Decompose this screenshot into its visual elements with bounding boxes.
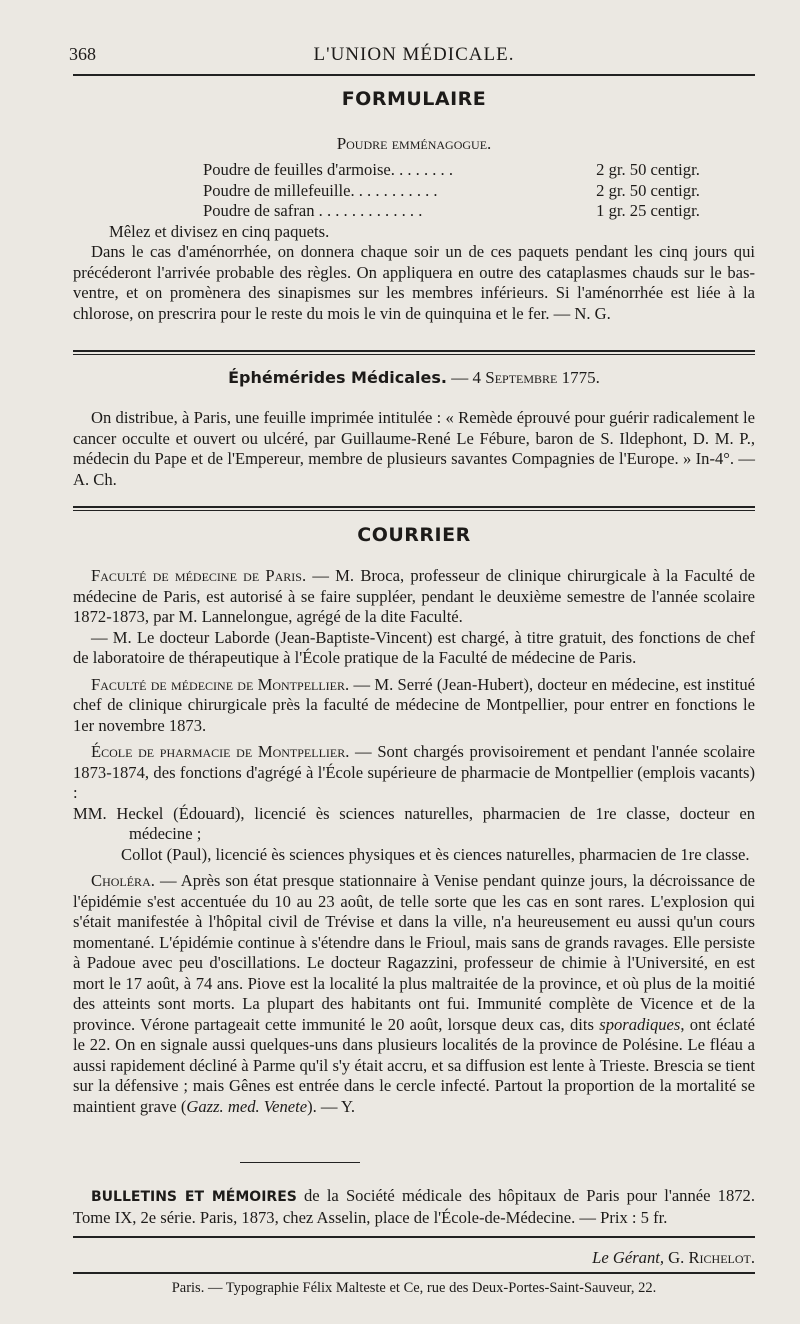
ingredient-name: Poudre de millefeuille. . . . . . . . . . . xyxy=(203,180,438,200)
ingredient-row xyxy=(73,160,755,181)
montpellier-heading: Faculté de médecine de Montpellier. xyxy=(91,674,350,694)
cholera-heading: Choléra. xyxy=(91,871,155,890)
section-rule xyxy=(73,506,755,508)
courrier-title: COURRIER xyxy=(357,524,471,546)
pharmacie-heading: École de pharmacie de Montpellier. xyxy=(91,742,350,761)
gerant-label: Le Gérant, xyxy=(592,1248,665,1267)
gerant-name: G. Richelot. xyxy=(664,1248,755,1267)
ephemerides-section xyxy=(73,368,755,490)
courrier-section xyxy=(73,524,755,1117)
bulletins-text: de la Société médicale des hôpitaux de Paris pour l'année 1872. Tome IX, 2e série. Paris, 1873, chez Asselin, place de l'École-de-Médecine. — Prix : 5 fr. xyxy=(73,1186,756,1227)
ingredient-qty: 2 gr. 50 centigr. xyxy=(596,160,700,179)
pharmacie-notice xyxy=(73,742,755,804)
formulaire-title: FORMULAIRE xyxy=(341,88,487,110)
short-rule xyxy=(240,1162,360,1163)
gerant-line xyxy=(73,1248,755,1268)
journal-title: L'UNION MÉDICALE. xyxy=(313,44,515,65)
imprint-rule xyxy=(73,1272,755,1274)
cholera-end: ). — Y. xyxy=(307,1096,356,1116)
section-rule xyxy=(73,350,755,352)
ephemerides-date: — 4 Septembre 1775. xyxy=(451,368,600,387)
ephemerides-heading xyxy=(73,368,755,388)
recipe-ingredients xyxy=(73,160,755,222)
cholera-notice xyxy=(73,871,755,1117)
paris-notice xyxy=(73,566,755,628)
formulaire-section xyxy=(73,88,755,324)
ingredient-name: Poudre de safran . . . . . . . . . . . . . xyxy=(203,201,423,220)
ingredient-row xyxy=(73,201,755,222)
section-rule xyxy=(73,354,755,355)
cholera-text-1: — Après son état presque stationnaire à Venise pendant quinze jours, la décroissance de l'épidémie s'est accentuée du 10 au 23 août, de telle sorte que les cas en sont rares. L'explosion qui s'était manifestée à l'hôpital civil de Trévise et dans la ville, n'a heureusement eu aussi qu'un cours momentané. L'épidémie continue à s'étendre dans le Frioul, mais sans de grands ravages. Elle persiste à Padoue avec peu d'oscillations. Le docteur Ragazzini, professeur de chimie à l'Université, en est mort le 17 août, à 74 ans. Piove est la localité la plus maltraitée de la province, et où plus de la moitié des atteints sont morts. La plupart des habitants ont fui. Immunité complète de Vicence et de la province. Vérone partageait cette immunité le 20 août, lorsque deux cas, dits xyxy=(73,871,755,1034)
page-header xyxy=(69,44,755,76)
cholera-sporadiques: sporadiques xyxy=(599,1014,681,1034)
ephemerides-text: On distribue, à Paris, une feuille imprimée intitulée : « Remède éprouvé pour guérir radicalement le cancer occulte et ouvert ou ulcéré, par Guillaume-René Le Fébure, baron de S. Ildephont, D. M. P., médecin du Pape et de l'Empereur, membre de plusieurs savantes Compagnies de l'Europe. » In-4°. — A. Ch. xyxy=(73,408,755,489)
bulletins-heading: BULLETINS ET MÉMOIRES xyxy=(91,1189,297,1205)
page-number: 368 xyxy=(69,44,96,64)
collot-entry: Collot (Paul), licencié ès sciences physiques et ès ciences naturelles, pharmacien de 1re classe. xyxy=(121,844,750,864)
section-rule xyxy=(73,510,755,511)
cholera-source: Gazz. med. Venete xyxy=(186,1096,308,1116)
bulletins-notice xyxy=(73,1186,755,1228)
ingredient-qty: 1 gr. 25 centigr. xyxy=(596,201,700,220)
montpellier-notice xyxy=(73,675,755,737)
ingredient-name: Poudre de feuilles d'armoise. . . . . . . . xyxy=(203,160,454,179)
recipe-title: Poudre emménagogue. xyxy=(336,134,492,153)
bulletins-section xyxy=(73,1186,755,1228)
section-rule xyxy=(73,1236,755,1238)
paris-text: — M. Broca, professeur de clinique chirurgicale à la Faculté de médecine de Paris, est autorisé à se faire suppléer, pendant le deuxième semestre de l'année scolaire 1872-1873, par M. Lannelongue, agrégé de la dite Faculté. xyxy=(73,566,755,626)
ingredient-qty: 2 gr. 50 centigr. xyxy=(596,180,700,200)
ephemerides-title: Éphémérides Médicales. xyxy=(228,368,447,387)
paris-notice-2: — M. Le docteur Laborde (Jean-Baptiste-Vincent) est chargé, à titre gratuit, des fonctions de chef de laboratoire de thérapeutique à l'École pratique de la Faculté de médecine de Paris. xyxy=(73,627,755,667)
formulaire-text: Dans le cas d'aménorrhée, on donnera chaque soir un de ces paquets pendant les cinq jours qui précéderont l'arrivée probable des règles. On appliquera en outre des cataplasmes chauds sur le bas-ventre, et on promènera des sinapismes sur les membres inférieurs. Si l'aménorrhée est liée à la chlorose, on prescrira pour le reste du mois le vin de quinquina et le fer. — N. G. xyxy=(73,242,755,323)
imprint-line: Paris. — Typographie Félix Malteste et Ce, rue des Deux-Portes-Saint-Sauveur, 22. xyxy=(171,1280,657,1296)
pharmacie-text: — Sont chargés provisoirement et pendant l'année scolaire 1873-1874, des fonctions d'agrégé à l'École supérieure de pharmacie de Montpellier (emplois vacants) : xyxy=(73,742,756,802)
ingredient-row xyxy=(73,181,755,202)
montpellier-text: — M. Serré (Jean-Hubert), docteur en médecine, est institué chef de clinique chirurgicale près la faculté de médecine de Montpellier, pour entrer en fonctions le 1er novembre 1873. xyxy=(73,674,756,735)
paris-heading: Faculté de médecine de Paris. xyxy=(91,566,307,585)
recipe-instruction: Mêlez et divisez en cinq paquets. xyxy=(109,221,330,241)
heckel-entry: MM. Heckel (Édouard), licencié ès sciences naturelles, pharmacien de 1re classe, docteur en médecine ; xyxy=(73,803,755,843)
cholera-text-2: , ont éclaté le 22. On en signale aussi quelques-uns dans plusieurs localités de la province de Polésine. Le fléau a aussi rapidement décliné à Parme qu'il s'y était accru, et sa diffusion est lente à Trieste. Brescia se tient sur la défensive ; mais Gênes est entrée dans le cercle infecté. Partout la proportion de la mortalité se maintient grave ( xyxy=(73,1014,755,1116)
header-rule xyxy=(73,74,755,76)
